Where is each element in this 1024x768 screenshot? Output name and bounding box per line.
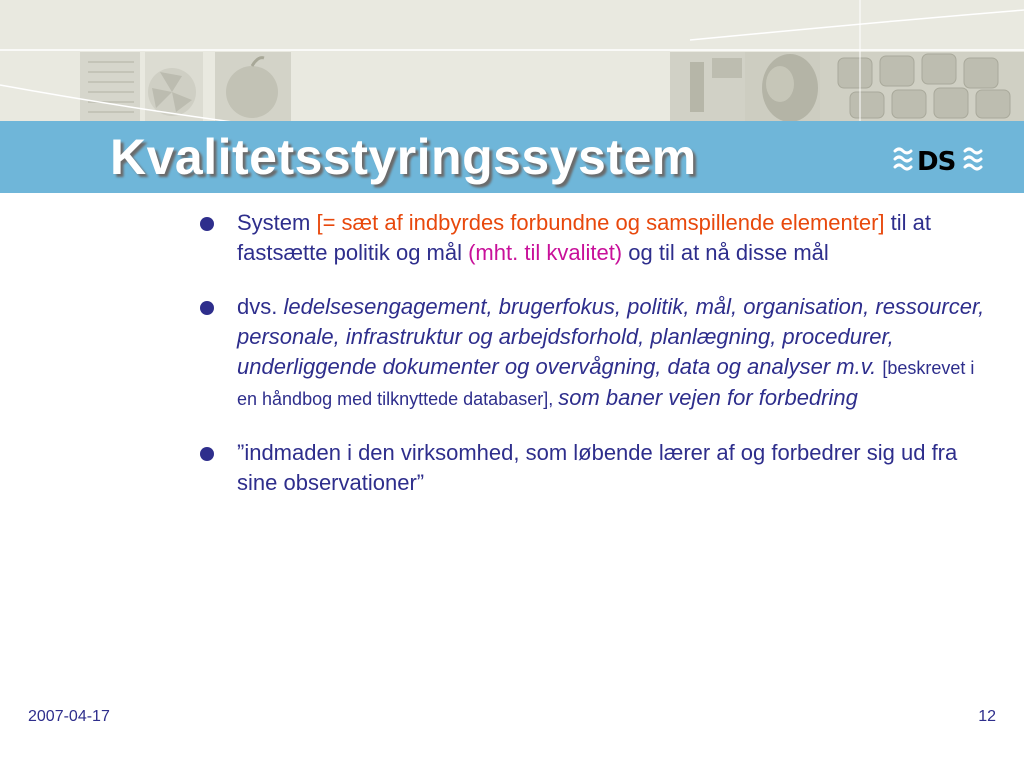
text-run: og til at nå disse mål [622, 240, 829, 265]
text-run: til at fastsætte politik og mål [237, 210, 931, 265]
bullet-item-dvs [198, 292, 998, 414]
bullet-dot-icon [200, 217, 214, 231]
quality-highlight: (mht. til kvalitet) [468, 240, 623, 265]
ds-wave-icon [893, 143, 988, 177]
bullet-text [237, 294, 984, 410]
bullet-text [237, 440, 957, 495]
bullet-dot-icon [200, 447, 214, 461]
ds-logo [893, 143, 988, 182]
slide-title: Kvalitetsstyringssystem [110, 129, 697, 185]
definition-highlight: [= sæt af indbyrdes forbundne og samspillende elementer] [316, 210, 885, 235]
italic-list: ledelsesengagement, brugerfokus, politik, mål, organisation, ressourcer, personale, infrastruktur og arbejdsforhold, planlægning, procedurer, underliggende dokumenter og overvågning, data og analyser m.v. [237, 294, 985, 379]
small-note: [beskrevet i en håndbog med tilknyttede databaser], [237, 358, 975, 409]
text-run: System [237, 210, 317, 235]
text-run: dvs. [237, 294, 284, 319]
ds-logo-text: DS [917, 147, 956, 177]
bullet-item-quote [198, 438, 998, 498]
bullet-item-system [198, 208, 998, 268]
bullet-dot-icon [200, 301, 214, 315]
italic-conclusion: som baner vejen for forbedring [558, 385, 858, 410]
bullet-text [237, 210, 931, 265]
slide-content [198, 208, 998, 522]
quote-text: ”indmaden i den virksomhed, som løbende lærer af og forbedrer sig ud fra sine observationer” [237, 440, 958, 495]
footer-page-number: 12 [978, 708, 996, 725]
footer-date: 2007-04-17 [28, 708, 110, 725]
